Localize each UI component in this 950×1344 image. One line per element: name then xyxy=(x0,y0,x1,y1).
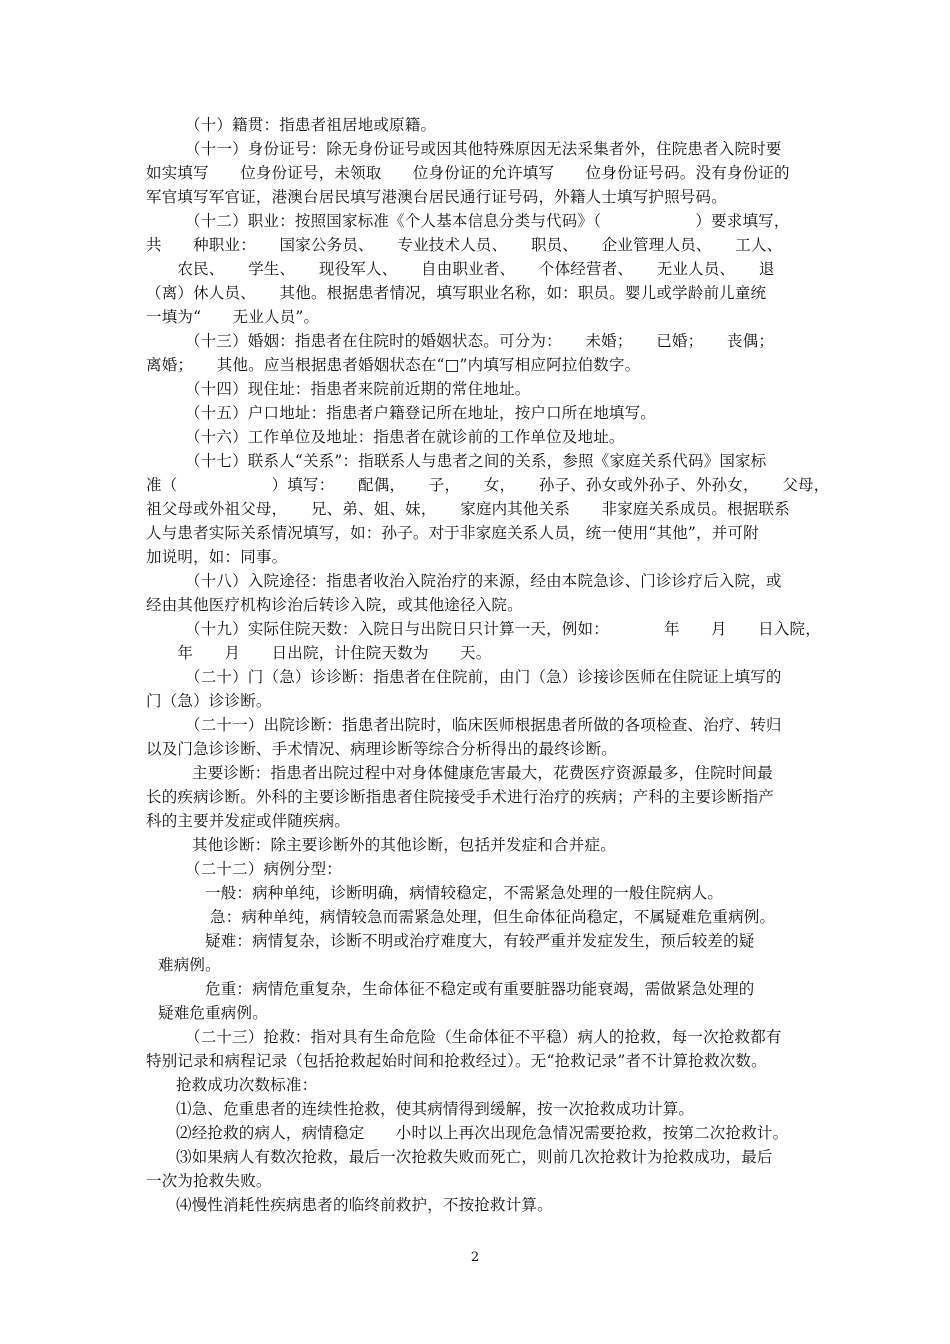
text-line: 一填为“ 无业人员”。 xyxy=(146,308,320,326)
text-line: 急：病种单纯，病情较急而需紧急处理，但生命体征尚稳定，不属疑难危重病例。 xyxy=(210,908,776,926)
text-line: （十）籍贯：指患者祖居地或原籍。 xyxy=(185,116,437,134)
text-line: 共 种职业： 国家公务员、 专业技术人员、 职员、 企业管理人员、 工人、 xyxy=(146,236,783,254)
text-line: ⑵经抢救的病人，病情稳定 小时以上再次出现危急情况需要抢救，按第二次抢救计。 xyxy=(176,1124,789,1142)
text-line: （十四）现住址：指患者来院前近期的常住地址。 xyxy=(185,380,531,398)
text-line: 门（急）诊诊断。 xyxy=(146,692,272,710)
text-line: （十三）婚姻：指患者在住院时的婚姻状态。可分为： 未婚； 已婚； 丧偶； xyxy=(185,332,775,350)
page-number: 2 xyxy=(470,1250,480,1265)
text-line: 祖父母或外祖父母， 兄、弟、姐、妹， 家庭内其他关系 非家庭关系成员。根据联系 xyxy=(146,500,790,518)
text-line: （十七）联系人“关系”：指联系人与患者之间的关系，参照《家庭关系代码》国家标 xyxy=(185,452,767,470)
text-line: （二十三）抢救：指对具有生命危险（生命体征不平稳）病人的抢救，每一次抢救都有 xyxy=(185,1028,782,1046)
text-line: 科的主要并发症或伴随疾病。 xyxy=(146,812,351,830)
text-line: 一般：病种单纯，诊断明确，病情较稳定，不需紧急处理的一般住院病人。 xyxy=(205,884,724,902)
text-line: 如实填写 位身份证号，未领取 位身份证的允许填写 位身份证号码。没有身份证的 xyxy=(146,164,790,182)
text-line: 年 月 日出院，计住院天数为 天。 xyxy=(146,644,492,662)
text-line: 军官填写军官证，港澳台居民填写港澳台居民通行证号码，外籍人士填写护照号码。 xyxy=(146,188,727,206)
text-line: 危重：病情危重复杂，生命体征不稳定或有重要脏器功能衰竭，需做紧急处理的 xyxy=(205,980,755,998)
text-line: 离婚； 其他。应当根据患者婚姻状态在“□”内填写相应阿拉伯数字。 xyxy=(146,356,641,374)
text-line: 加说明，如：同事。 xyxy=(146,548,288,566)
text-line: （二十二）病例分型： xyxy=(185,860,343,878)
text-line: （十五）户口地址：指患者户籍登记所在地址，按户口所在地填写。 xyxy=(185,404,657,422)
text-line: 特别记录和病程记录（包括抢救起始时间和抢救经过）。无“抢救记录”者不计算抢救次数。 xyxy=(146,1052,767,1070)
text-line: （离）休人员、 其他。根据患者情况，填写职业名称，如：职员。婴儿或学龄前儿童统 xyxy=(146,284,767,302)
text-line: （十二）职业：按照国家标准《个人基本信息分类与代码》（ ）要求填写， xyxy=(185,212,790,230)
text-line: （十一）身份证号：除无身份证号或因其他特殊原因无法采集者外，住院患者入院时要 xyxy=(185,140,782,158)
text-line: ⑶如果病人有数次抢救，最后一次抢救失败而死亡，则前几次抢救计为抢救成功，最后 xyxy=(176,1148,773,1166)
text-line: 难病例。 xyxy=(158,956,221,974)
text-line: 农民、 学生、 现役军人、 自由职业者、 个体经营者、 无业人员、 退 xyxy=(146,260,775,278)
text-line: ⑷慢性消耗性疾病患者的临终前救护，不按抢救计算。 xyxy=(176,1196,553,1214)
text-line: 疑难危重病例。 xyxy=(158,1004,268,1022)
text-line: （十六）工作单位及地址：指患者在就诊前的工作单位及地址。 xyxy=(185,428,625,446)
text-line: （十九）实际住院天数：入院日与出院日只计算一天，例如： 年 月 日入院， xyxy=(185,620,821,638)
text-line: 人与患者实际关系情况填写，如：孙子。对于非家庭关系人员，统一使用“其他”，并可附 xyxy=(146,524,759,542)
text-line: 一次为抢救失败。 xyxy=(146,1172,272,1190)
text-line: 准（ ）填写： 配偶， 子， 女， 孙子、孙女或外孙子、外孙女， 父母， xyxy=(146,476,830,494)
text-line: 长的疾病诊断。外科的主要诊断指患者住院接受手术进行治疗的疾病；产科的主要诊断指产 xyxy=(146,788,775,806)
text-line: 抢救成功次数标准： xyxy=(176,1076,318,1094)
text-line: 以及门急诊诊断、手术情况、病理诊断等综合分析得出的最终诊断。 xyxy=(146,740,618,758)
text-line: ⑴急、危重患者的连续性抢救，使其病情得到缓解，按一次抢救成功计算。 xyxy=(176,1100,695,1118)
text-line: 主要诊断：指患者出院过程中对身体健康危害最大，花费医疗资源最多，住院时间最 xyxy=(192,764,773,782)
text-line: （二十一）出院诊断：指患者出院时，临床医师根据患者所做的各项检查、治疗、转归 xyxy=(185,716,782,734)
text-line: 疑难：病情复杂，诊断不明或治疗难度大，有较严重并发症发生，预后较差的疑 xyxy=(205,932,755,950)
text-line: （二十）门（急）诊诊断：指患者在住院前，由门（急）诊接诊医师在住院证上填写的 xyxy=(185,668,782,686)
text-line: 其他诊断：除主要诊断外的其他诊断，包括并发症和合并症。 xyxy=(192,836,616,854)
text-line: 经由其他医疗机构诊治后转诊入院，或其他途径入院。 xyxy=(146,596,523,614)
text-line: （十八）入院途径：指患者收治入院治疗的来源，经由本院急诊、门诊诊疗后入院，或 xyxy=(185,572,782,590)
